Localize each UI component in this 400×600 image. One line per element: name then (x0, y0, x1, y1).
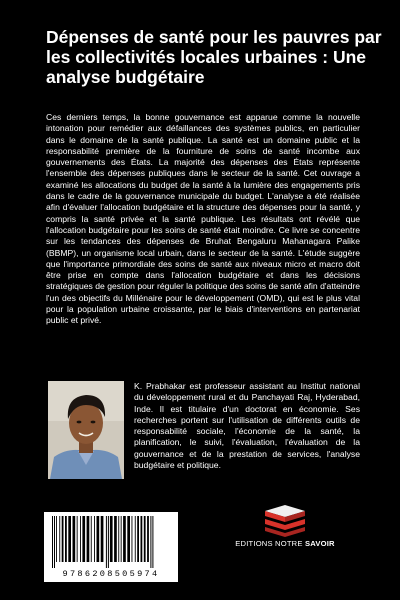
barcode-bars (50, 516, 172, 568)
publisher-name-bold: SAVOIR (304, 539, 335, 548)
publisher-name (226, 539, 344, 548)
author-photo (48, 381, 124, 479)
book-stack-icon (260, 503, 310, 537)
barcode (44, 512, 178, 582)
author-bio: K. Prabhakar est professeur assistant au Institut national du développement rural et du Panchayati Raj, Hyderabad, Inde. Il est titulaire d'un doctorat en économie. Ses recherches portent sur l'utilisation de différents outils de responsabilité sociale, l'économie de la santé, la planification, le suivi, l'évaluation, l'évaluation de la gouvernance et de la prestation de services, l'analyse budgétaire et politique. (134, 381, 360, 471)
publisher-name-regular: EDITIONS NOTRE (235, 539, 303, 548)
isbn-number: 9786208505974 (62, 569, 160, 579)
book-title: Dépenses de santé pour les pauvres par les collectivités locales urbaines : Une analyse budgétaire (46, 27, 382, 87)
publisher-logo (260, 503, 310, 537)
book-description: Ces derniers temps, la bonne gouvernance est apparue comme la nouvelle intonation pour remédier aux défaillances des systèmes publics, en particulier dans le domaine de la santé publique. La santé est un domaine public et la responsabilité première de la fourniture de soins de santé incombe aux gouvernements des États. La majorité des dépenses des États représente l'ensemble des dépenses publiques dans le secteur de la santé. Cet ouvrage a examiné les allocations du budget de la santé à la lumière des engagements pris dans le cadre de la gouvernance municipale du budget. L'analyse a été réalisée afin d'évaluer l'allocation budgétaire et la structure des dépenses pour la santé, y compris la santé privée et la santé publique. Les résultats ont révélé que l'allocation budgétaire pour les soins de santé était moindre. Ce livre se concentre sur les tendances des dépenses de Bruhat Bengaluru Mahanagara Palike (BBMP), un organisme local urbain, dans le secteur de la santé. L'étude suggère que l'importance primordiale des soins de santé aux niveaux micro et macro doit être prise en compte dans l'allocation budgétaire et dans les décisions stratégiques de gestion pour réguler la politique des soins de santé afin d'atteindre l'un des objectifs du Millénaire pour le développement (OMD), qui est le plus vital pour la population urbaine croissante, par le biais d'interventions en partenariat public et privé. (46, 112, 360, 326)
